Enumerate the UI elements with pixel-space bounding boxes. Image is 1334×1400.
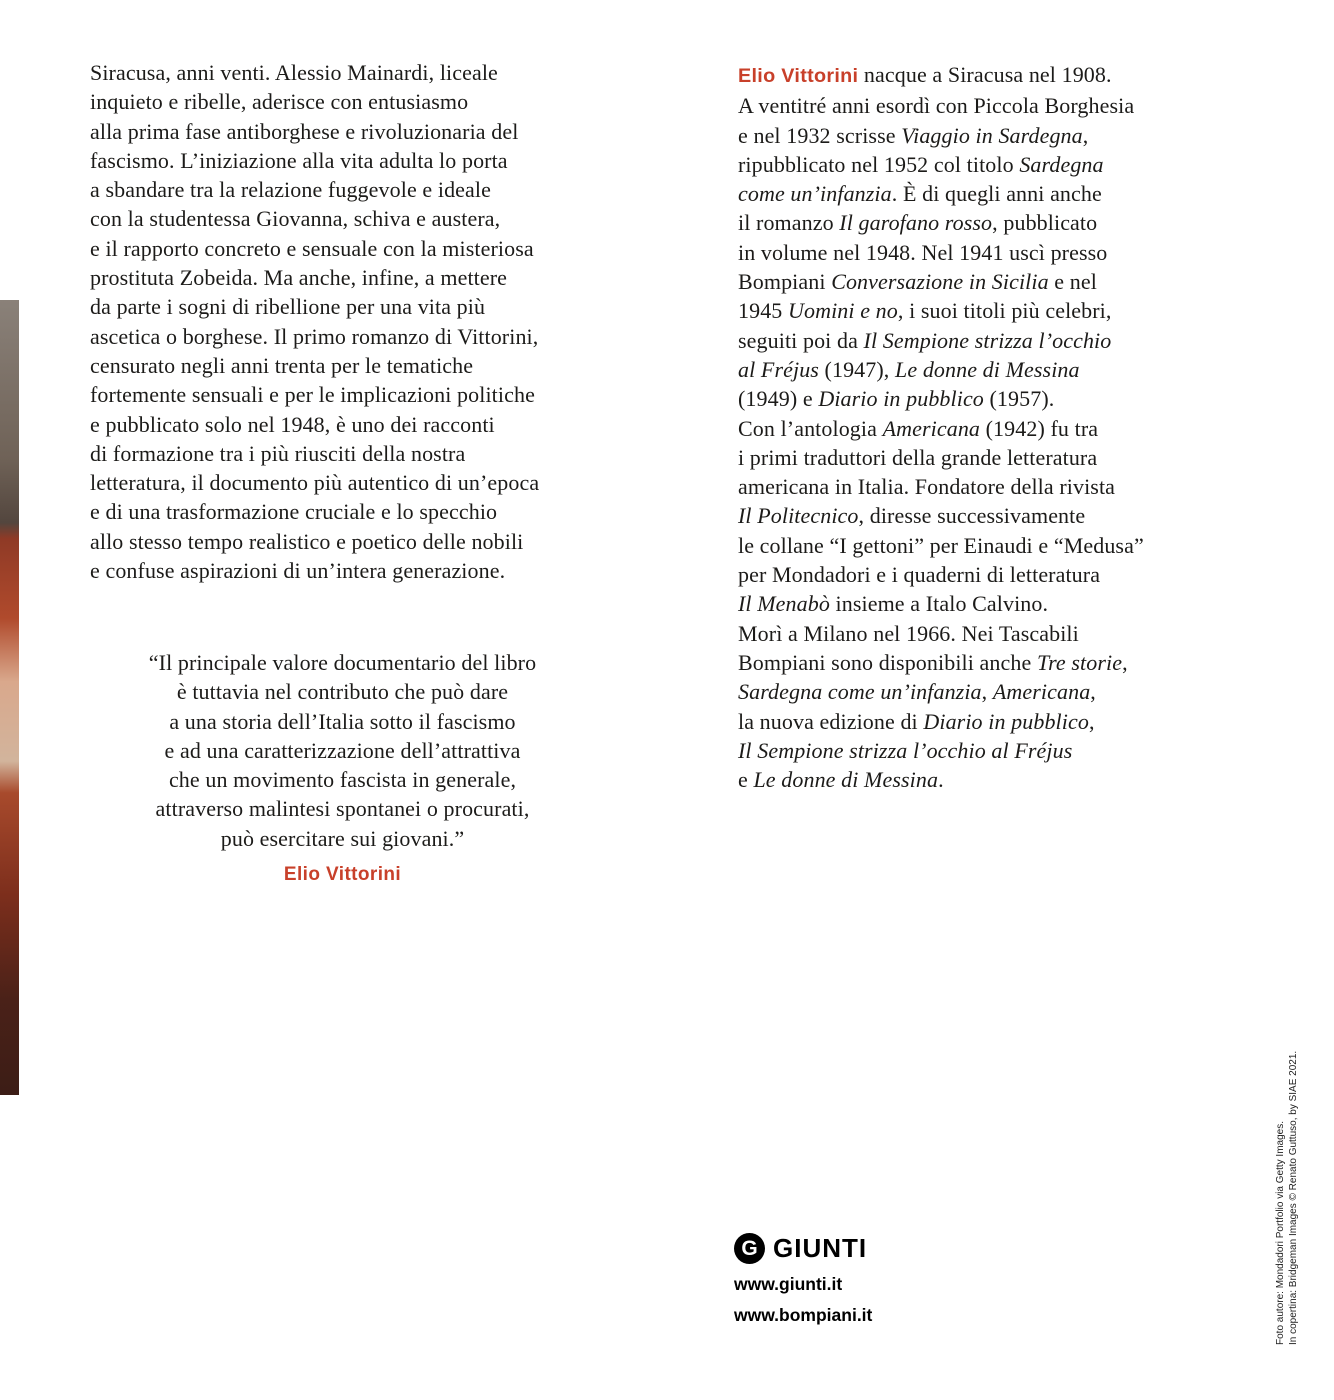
publisher-block [734,1233,872,1326]
cover-art-strip [0,300,19,1095]
author-bio-text: Elio Vittorini nacque a Siracusa nel 1908. A ventitré anni esordì con Piccola Borghesia e nel 1932 scrisse Viaggio in Sardegna, ripubblicato nel 1952 col titolo Sardegna come un’infanzia. È di quegli anni anche il romanzo Il garofano rosso, pubblicato in volume nel 1948. Nel 1941 uscì presso Bompiani Conversazione in Sicilia e nel 1945 Uomini e no, i suoi titoli più celebri, seguiti poi da Il Sempione strizza l’occhio al Fréjus (1947), Le donne di Messina (1949) e Diario in pubblico (1957). Con l’antologia Americana (1942) fu tra i primi traduttori della grande letteratura americana in Italia. Fondatore della rivista Il Politecnico, diresse successivamente le collane “I gettoni” per Einaudi e “Medusa” per Mondadori e i quaderni di letteratura Il Menabò insieme a Italo Calvino. Morì a Milano nel 1966. Nei Tascabili Bompiani sono disponibili anche Tre storie, Sardegna come un’infanzia, Americana, la nuova edizione di Diario in pubblico, Il Sempione strizza l’occhio al Fréjus e Le donne di Messina. [738,62,1144,793]
quote-attribution: Elio Vittorini [283,864,402,886]
synopsis-text: Siracusa, anni venti. Alessio Mainardi, liceale inquieto e ribelle, aderisce con entusiasmo alla prima fase antiborghese e rivoluzionaria del fascismo. L’iniziazione alla vita adulta lo porta a sbandare tra la relazione fuggevole e ideale con la studentessa Giovanna, schiva e austera, e il rapporto concreto e sensuale con la misteriosa prostituta Zobeida. Ma anche, infine, a mettere da parte i sogni di ribellione per una vita più ascetica o borghese. Il primo romanzo di Vittorini, censurato negli anni trenta per le tematiche fortemente sensuali e per le implicazioni politiche e pubblicato solo nel 1948, è uno dei racconti di formazione tra i più riusciti della nostra letteratura, il documento più autentico di un’epoca e di una trasformazione cruciale e lo specchio allo stesso tempo realistico e poetico delle nobili e confuse aspirazioni di un’intera generazione. [90,60,540,584]
giunti-logo-icon [734,1233,765,1264]
publisher-logo [734,1233,872,1264]
giunti-url: www.giunti.it [734,1274,843,1294]
quote-lines: “Il principale valore documentario del libro è tuttavia nel contributo che può dare a una storia dell’Italia sotto il fascismo e ad una caratterizzazione dell’attrattiva che un movimento fascista in generale, attraverso malintesi spontanei o procurati, può esercitare sui giovani.” [148,650,537,851]
giunti-logo-letter: G [741,1237,758,1260]
review-quote [90,648,595,889]
publisher-name: GIUNTI [773,1233,868,1263]
cover-art-credit: In copertina: Bridgeman Images © Renato Guttuso, by SIAE 2021. [1288,1050,1299,1345]
bompiani-url: www.bompiani.it [734,1305,873,1325]
author-photo-credit: Foto autore: Mondadori Portfolio via Getty Images. [1275,1121,1286,1345]
photo-credits [1274,1051,1300,1345]
